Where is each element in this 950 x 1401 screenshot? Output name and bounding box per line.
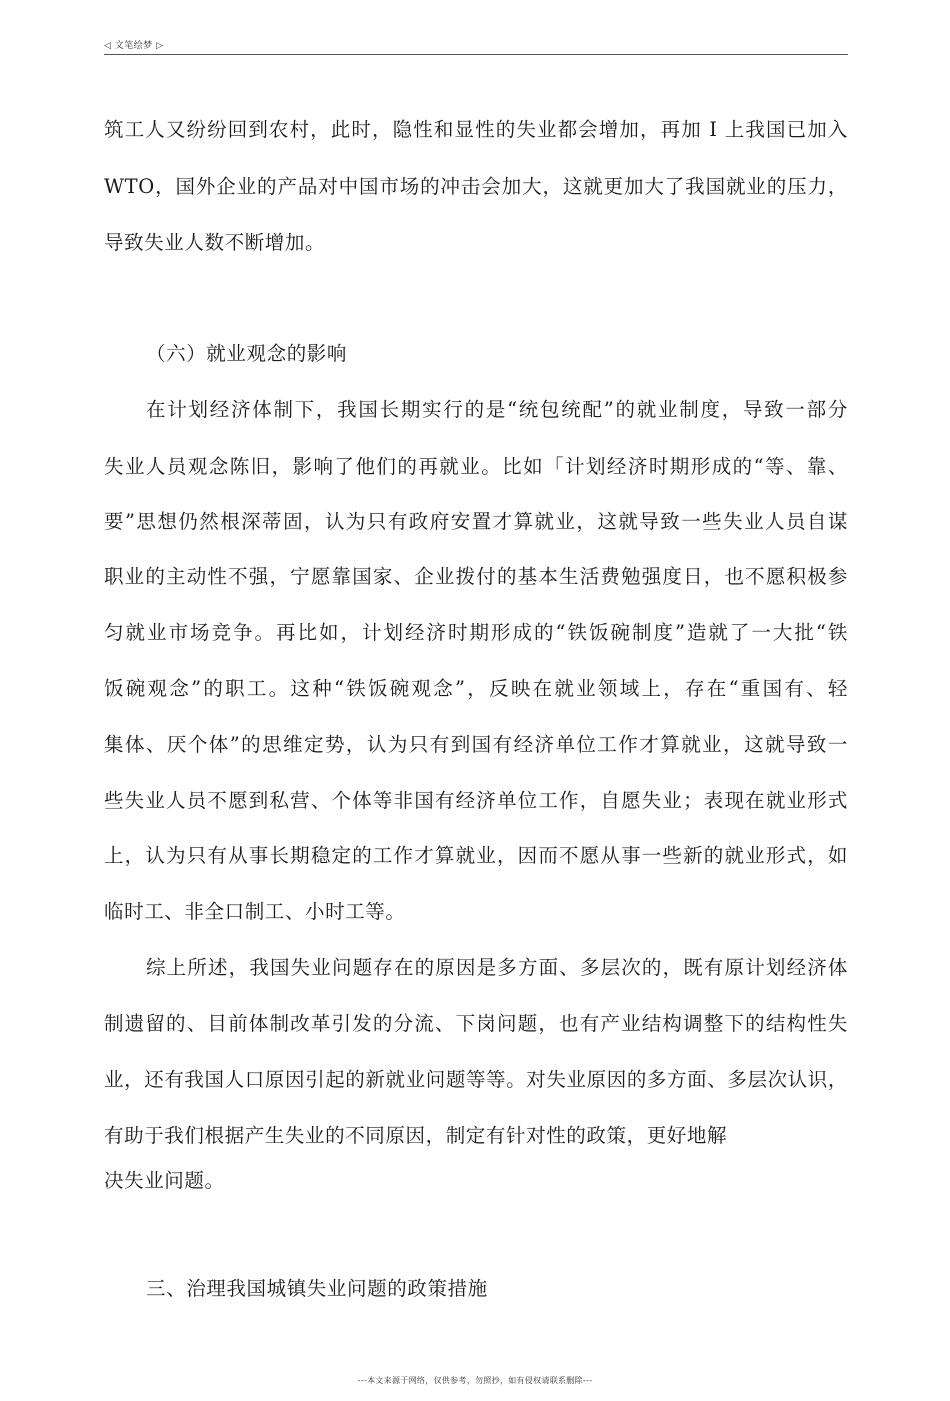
header-rule <box>104 54 848 55</box>
body-line: 在计划经济体制下，我国长期实行的是“统包统配”的就业制度，导致一部分 <box>146 398 848 421</box>
body-line: 职业的主动性不强，宁愿靠国家、企业拨付的基本生活费勉强度日，也不愿积极参 <box>104 565 848 588</box>
body-line: 些失业人员不愿到私营、个体等非国有经济单位工作，自愿失业；表现在就业形式 <box>104 789 848 812</box>
body-line: 业，还有我国人口原因引起的新就业问题等等。对失业原因的多方面、多层次认识， <box>104 1068 848 1091</box>
body-line: 要”思想仍然根深蒂固，认为只有政府安置才算就业，这就导致一些失业人员自谋 <box>104 510 848 533</box>
body-line: 上，认为只有从事长期稳定的工作才算就业，因而不愿从事一些新的就业形式，如 <box>104 844 848 867</box>
body-line: 集体、厌个体”的思维定势，认为只有到国有经济单位工作才算就业，这就导致一 <box>104 733 848 756</box>
body-line: 临时工、非全口制工、小时工等。 <box>104 900 406 923</box>
body-line: 匀就业市场竞争。再比如，计划经济时期形成的“铁饭碗制度”造就了一大批“铁 <box>104 621 848 644</box>
body-line: 有助于我们根据产生失业的不同原因，制定有针对性的政策，更好地解 <box>104 1124 728 1147</box>
body-line: 导致失业人数不断增加。 <box>104 231 326 254</box>
page-footer: ---本文来源于网络，仅供参考，勿照抄，如有侵权请联系删除--- <box>357 1376 593 1385</box>
body-line: 失业人员观念陈旧，影响了他们的再就业。比如「计划经济时期形成的“等、靠、 <box>104 455 848 478</box>
body-line: 筑工人又纷纷回到农村，此时，隐性和显性的失业都会增加，再加 I 上我国已加入 <box>104 118 848 141</box>
body-line: 饭碗观念”的职工。这种“铁饭碗观念”，反映在就业领域上，存在“重国有、轻 <box>104 677 848 700</box>
body-line: 制遗留的、目前体制改革引发的分流、下岗问题，也有产业结构调整下的结构性失 <box>104 1012 848 1035</box>
body-line: 综上所述，我国失业问题存在的原因是多方面、多层次的，既有原计划经济体 <box>146 956 848 979</box>
body-line: 决失业问题。 <box>104 1169 225 1192</box>
section-heading: 三、治理我国城镇失业问题的政策措施 <box>146 1277 488 1300</box>
page-header: ◁ 文笔绘梦 ▷ <box>104 41 164 51</box>
section-heading: （六）就业观念的影响 <box>146 342 348 365</box>
body-line: WTO，国外企业的产品对中国市场的冲击会加大，这就更加大了我国就业的压力， <box>104 175 848 198</box>
